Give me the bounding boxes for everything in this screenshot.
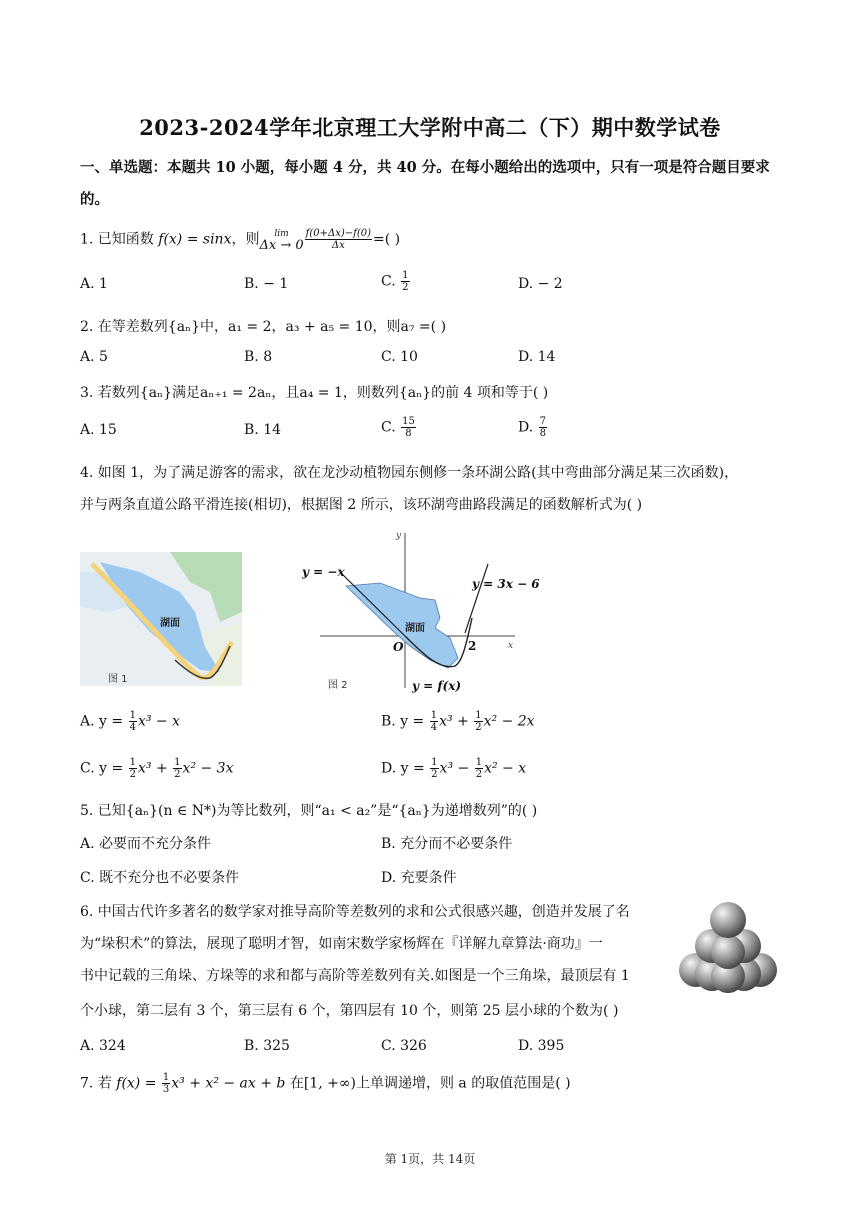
- question-2: 2. 在等差数列{aₙ}中，a₁ = 2，a₃ + a₅ = 10，则a₇ =( ): [80, 319, 447, 335]
- q3-option-d: D. $\frac{7}{8}$: [518, 416, 547, 439]
- q5-option-d: D. 充要条件: [381, 870, 457, 886]
- question-4-line2: 并与两条直道公路平滑连接(相切)，根据图 2 所示，该环湖弯曲路段满足的函数解析式为( ): [80, 497, 643, 513]
- page-footer: 第 1页，共 14页: [384, 1152, 476, 1166]
- figure-2-graph: [300, 528, 550, 698]
- curve-label: y = f(x): [412, 679, 462, 693]
- question-1: 1. 已知函数 f(x) = sinx，则 lim Δx → 0 $\frac{f(0+\Delta x)-f(0)}{\Delta x}$ =( ): [80, 228, 401, 253]
- triangular-pile-figure: [676, 898, 780, 994]
- limit-expression: lim Δx → 0: [259, 228, 304, 253]
- q1-option-d: D. − 2: [518, 276, 563, 292]
- question-5: 5. 已知{aₙ}(n ∈ N*)为等比数列，则“a₁ < a₂”是“{aₙ}为递增数列”的( ): [80, 803, 538, 819]
- question-4-line1: 4. 如图 1，为了满足游客的需求，欲在龙沙动植物园东侧修一条环湖公路(其中弯曲部分满足某三次函数)，: [80, 465, 739, 481]
- question-6-line2: 为“垛积术”的算法，展现了聪明才智，如南宋数学家杨辉在『详解九章算法·商功』一: [80, 936, 603, 952]
- question-3: 3. 若数列{aₙ}满足aₙ₊₁ = 2aₙ，且a₄ = 1，则数列{aₙ}的前 4 项和等于( ): [80, 385, 549, 401]
- section-heading-line1: 一、单选题：本题共 10 小题，每小题 4 分，共 40 分。在每小题给出的选项中，只有一项是符合题目要求: [80, 159, 770, 176]
- figure-1-caption: 图 1: [108, 674, 128, 685]
- right-line-label: y = 3x − 6: [472, 577, 540, 591]
- q2-option-b: B. 8: [244, 349, 273, 365]
- section-heading-line2: 的。: [80, 191, 109, 208]
- q3-option-a: A. 15: [80, 422, 117, 438]
- ball-pile-illustration: [676, 898, 780, 994]
- q4-option-c: C. y = $\frac{1}{2}$ x³ + $\frac{1}{2}$ x² − 3x: [80, 757, 234, 780]
- q6-option-c: C. 326: [381, 1038, 427, 1054]
- q1-option-a: A. 1: [80, 276, 108, 292]
- question-6-line1: 6. 中国古代许多著名的数学家对推导高阶等差数列的求和公式很感兴趣，创造并发展了名: [80, 904, 630, 920]
- q5-option-c: C. 既不充分也不必要条件: [80, 870, 240, 886]
- q4-option-b: B. y = $\frac{1}{4}$ x³ + $\frac{1}{2}$ x² − 2x: [381, 710, 535, 733]
- x-axis-label: x: [508, 641, 514, 651]
- q3-option-c: C. $\frac{15}{8}$: [381, 416, 415, 439]
- y-axis-label: y: [396, 531, 402, 541]
- question-6-line3: 书中记载的三角垛、方垛等的求和都与高阶等差数列有关.如图是一个三角垛，最顶层有 1: [80, 968, 630, 984]
- page-title: 2023-2024学年北京理工大学附中高二（下）期中数学试卷: [139, 115, 721, 140]
- figure-2-caption: 图 2: [328, 680, 348, 691]
- q4-option-a: A. y = $\frac{1}{4}$ x³ − x: [80, 710, 180, 733]
- left-line-label: y = −x: [302, 565, 345, 579]
- q1-option-c: C. $\frac{1}{2}$: [381, 270, 409, 293]
- figure-1-map: [80, 552, 242, 686]
- q4-option-d: D. y = $\frac{1}{2}$ x³ − $\frac{1}{2}$ x² − x: [381, 757, 527, 780]
- difference-quotient: $\frac{f(0+\Delta x)-f(0)}{\Delta x}$: [305, 228, 371, 251]
- function-graph: [300, 528, 550, 698]
- question-7: 7. 若 f(x) = $\frac{1}{3}$ x³ + x² − ax + b 在[1, +∞)上单调递增，则 a 的取值范围是( ): [80, 1072, 571, 1095]
- map-illustration: [80, 552, 242, 686]
- q6-option-a: A. 324: [80, 1038, 126, 1054]
- q6-option-d: D. 395: [518, 1038, 565, 1054]
- q2-option-a: A. 5: [80, 349, 108, 365]
- origin-label: O: [393, 640, 404, 654]
- q1-option-b: B. − 1: [244, 276, 289, 292]
- question-6-line4: 个小球，第二层有 3 个，第三层有 6 个，第四层有 10 个，则第 25 层小球的个数为( ): [80, 1003, 619, 1019]
- q2-option-c: C. 10: [381, 349, 418, 365]
- q5-option-a: A. 必要而不充分条件: [80, 836, 212, 852]
- q2-option-d: D. 14: [518, 349, 556, 365]
- figure-2-lake-label: 湖面: [405, 623, 425, 634]
- q3-option-b: B. 14: [244, 422, 282, 438]
- tick-2-label: 2: [468, 639, 477, 653]
- q6-option-b: B. 325: [244, 1038, 290, 1054]
- figure-1-lake-label: 湖面: [160, 618, 180, 629]
- q5-option-b: B. 充分而不必要条件: [381, 836, 513, 852]
